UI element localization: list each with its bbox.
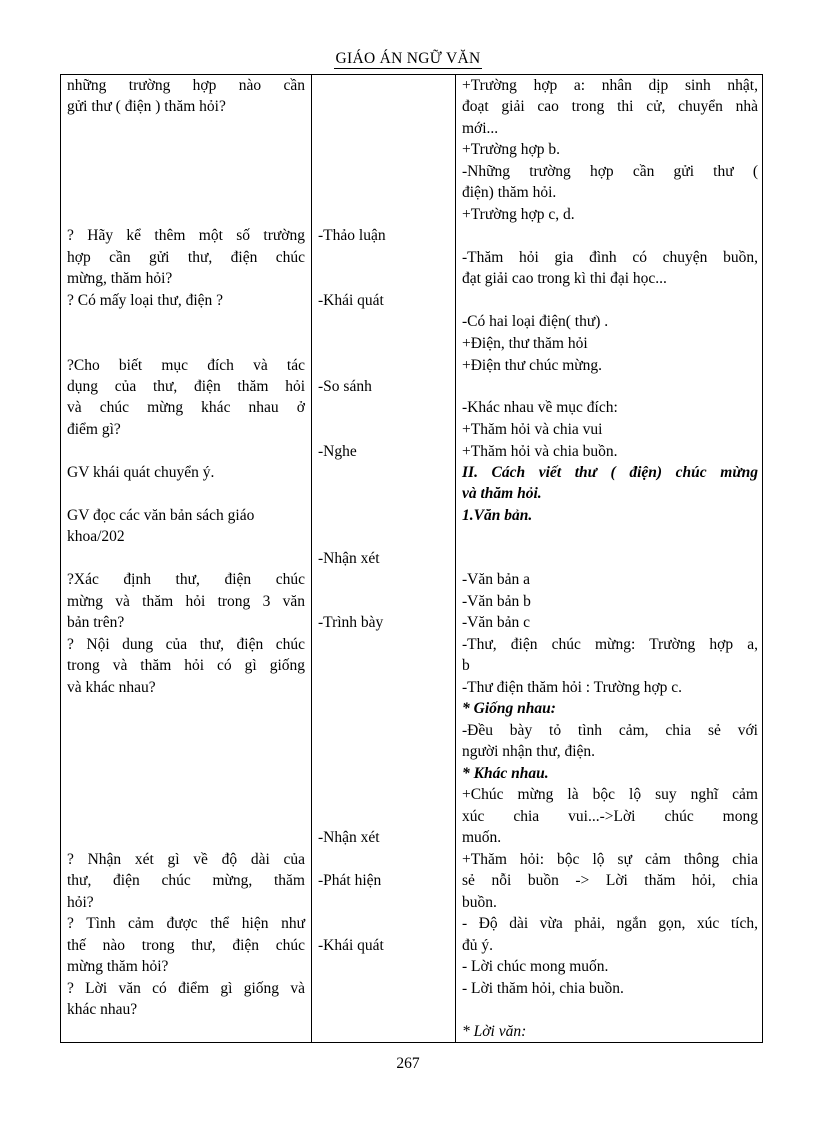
question-line: ? Nội dung của thư, điện chúc: [67, 636, 305, 653]
content-line: người nhận thư, điện.: [462, 743, 596, 760]
content-line: đạt giải cao trong kì thi đại học...: [462, 270, 667, 287]
content-line: +Chúc mừng là bộc lộ suy nghĩ cảm: [462, 786, 758, 803]
question-line: dụng của thư, điện thăm hỏi: [67, 378, 305, 395]
content-subheading: * Giống nhau:: [462, 700, 556, 717]
question-line: ?Xác định thư, điện chúc: [67, 571, 305, 588]
question-line: mừng thăm hỏi?: [67, 958, 169, 975]
question-line: ? Tình cảm được thể hiện như: [67, 915, 305, 932]
content-subheading: * Lời văn:: [462, 1023, 527, 1040]
content-line: -Đều bày tỏ tình cảm, chia sẻ với: [462, 722, 758, 739]
content-line: b: [462, 657, 470, 674]
content-line: - Độ dài vừa phải, ngắn gọn, xúc tích,: [462, 915, 758, 932]
content-line: mới...: [462, 120, 499, 137]
question-line: GV đọc các văn bản sách giáo: [67, 507, 255, 524]
content-line: xúc chia vui...->Lời chúc mong: [462, 808, 758, 825]
question-line: hỏi?: [67, 894, 94, 911]
question-line: và khác nhau?: [67, 679, 156, 696]
content-line: -Thư điện thăm hỏi : Trường hợp c.: [462, 679, 683, 696]
activity-label: -Thảo luận: [318, 227, 386, 244]
content-line: -Có hai loại điện( thư) .: [462, 313, 609, 330]
question-line: ? Lời văn có điểm gì giống và: [67, 980, 305, 997]
content-line: đoạt giải cao trong thi cử, chuyển nhà: [462, 98, 758, 115]
question-line: ?Cho biết mục đích và tác: [67, 357, 305, 374]
lesson-table: [60, 74, 763, 1043]
column-divider: [455, 75, 456, 1042]
content-line: +Trường hợp c, d.: [462, 206, 575, 223]
content-line: +Thăm hỏi và chia buồn.: [462, 443, 618, 460]
content-line: +Trường hợp a: nhân dịp sinh nhật,: [462, 77, 758, 94]
activity-label: -Phát hiện: [318, 872, 382, 889]
content-line: +Thăm hỏi và chia vui: [462, 421, 603, 438]
question-line: mừng, thăm hỏi?: [67, 270, 173, 287]
question-line: điểm gì?: [67, 421, 121, 438]
content-line: - Lời chúc mong muốn.: [462, 958, 609, 975]
page-number: 267: [396, 1055, 420, 1072]
content-line: buồn.: [462, 894, 497, 911]
question-line: thư, điện chúc mừng, thăm: [67, 872, 305, 889]
activity-label: -Khái quát: [318, 937, 384, 954]
content-subheading: * Khác nhau.: [462, 765, 549, 782]
content-line: sẻ nỗi buồn -> Lời thăm hỏi, chia: [462, 872, 758, 889]
question-line: khoa/202: [67, 528, 125, 545]
activity-label: -Nhận xét: [318, 829, 380, 846]
question-line: ? Nhận xét gì về độ dài của: [67, 851, 305, 868]
content-line: -Thư, điện chúc mừng: Trường hợp a,: [462, 636, 758, 653]
content-line: -Văn bản b: [462, 593, 531, 610]
content-line: -Thăm hỏi gia đình có chuyện buồn,: [462, 249, 758, 266]
column-divider: [311, 75, 312, 1042]
question-line: ? Hãy kể thêm một số trường: [67, 227, 305, 244]
page-title: GIÁO ÁN NGỮ VĂN: [335, 50, 481, 67]
question-line: mừng và thăm hỏi trong 3 văn: [67, 593, 305, 610]
activity-label: -Nghe: [318, 443, 357, 460]
content-line: -Văn bản a: [462, 571, 530, 588]
section-heading: II. Cách viết thư ( điện) chúc mừng: [462, 464, 758, 481]
activity-label: -Trình bày: [318, 614, 384, 631]
content-line: đủ ý.: [462, 937, 493, 954]
content-line: +Điện thư chúc mừng.: [462, 357, 603, 374]
activity-label: -Khái quát: [318, 292, 384, 309]
page-header: [0, 50, 816, 69]
content-line: +Điện, thư thăm hỏi: [462, 335, 588, 352]
activity-label: -Nhận xét: [318, 550, 380, 567]
question-line: ? Có mấy loại thư, điện ?: [67, 292, 224, 309]
question-line: khác nhau?: [67, 1001, 138, 1018]
question-line: thế nào trong thư, điện chúc: [67, 937, 305, 954]
question-line: và chúc mừng khác nhau ở: [67, 399, 305, 416]
content-line: +Trường hợp b.: [462, 141, 560, 158]
question-line: những trường hợp nào cần: [67, 77, 305, 94]
content-line: muốn.: [462, 829, 502, 846]
question-line: GV khái quát chuyển ý.: [67, 464, 215, 481]
content-line: -Văn bản c: [462, 614, 530, 631]
question-line: trong và thăm hỏi có gì giống: [67, 657, 305, 674]
section-heading: và thăm hỏi.: [462, 485, 542, 502]
subsection-heading: 1.Văn bản.: [462, 507, 533, 524]
content-line: -Khác nhau về mục đích:: [462, 399, 618, 416]
content-line: -Những trường hợp cần gửi thư (: [462, 163, 758, 180]
content-line: - Lời thăm hỏi, chia buồn.: [462, 980, 624, 997]
question-line: hợp cần gửi thư, điện chúc: [67, 249, 305, 266]
activity-label: -So sánh: [318, 378, 372, 395]
content-line: điện) thăm hỏi.: [462, 184, 557, 201]
question-line: bản trên?: [67, 614, 125, 631]
content-line: +Thăm hỏi: bộc lộ sự cảm thông chia: [462, 851, 758, 868]
question-line: gửi thư ( điện ) thăm hỏi?: [67, 98, 226, 115]
